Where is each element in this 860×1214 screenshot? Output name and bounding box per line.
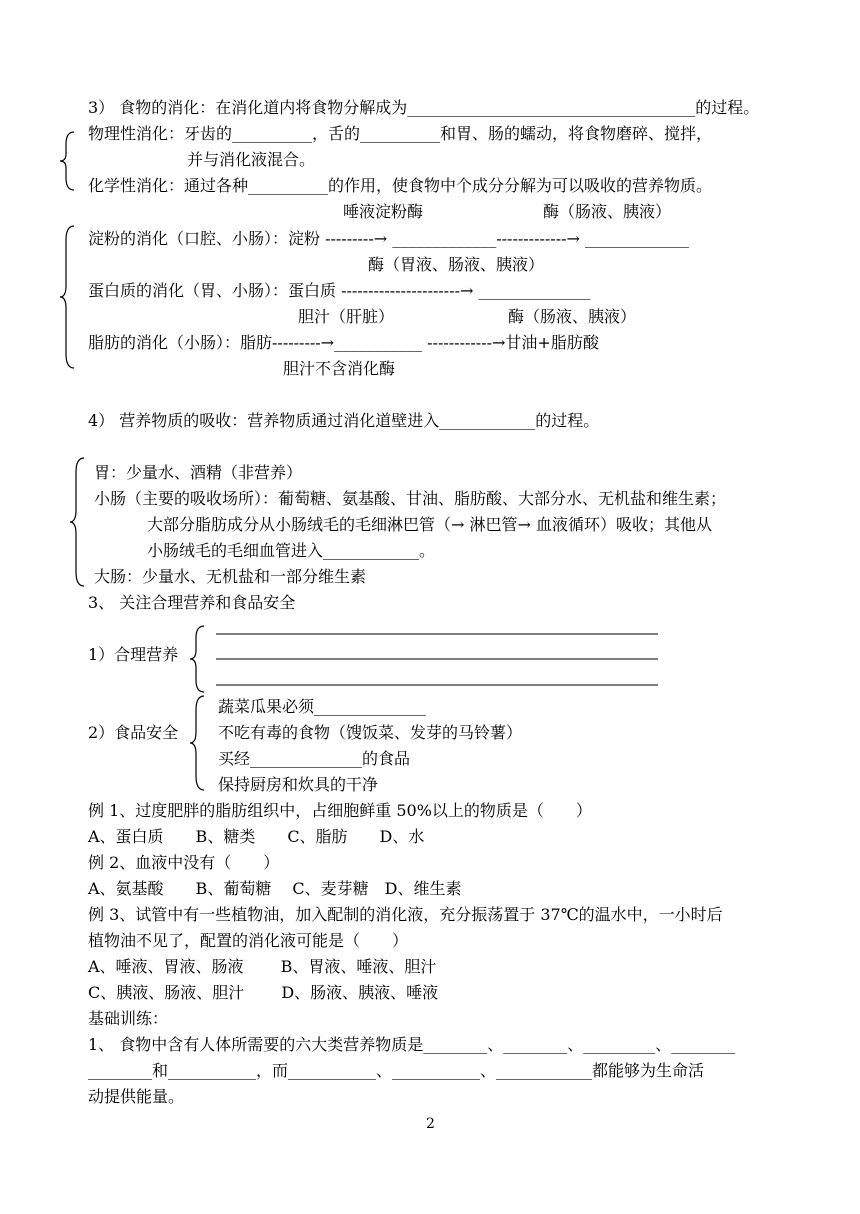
training-title: 基础训练： <box>88 1009 169 1028</box>
left-brace <box>58 224 78 370</box>
question-1-cont: 动提供能量。 <box>88 1087 185 1106</box>
small-intestine-absorption: 小肠（主要的吸收场所）：葡萄糖、氨基酸、甘油、脂肪酸、大部分水、无机盐和维生素； <box>94 489 727 508</box>
example-1: 例 1、过度肥胖的脂肪组织中，占细胞鲜重 50%以上的物质是（ ） <box>88 801 592 820</box>
digestion-title: 3） 食物的消化：在消化道内将食物分解成为____________________________________的过程。 <box>88 98 760 117</box>
absorption-title: 4） 营养物质的吸收：营养物质通过消化道壁进入____________的过程。 <box>88 411 600 430</box>
enzyme-label: 酶（肠液、胰液） <box>543 202 672 221</box>
small-intestine-absorption-cont: 小肠绒毛的毛细血管进入____________。 <box>147 541 436 560</box>
section-title: 3、 关注合理营养和食品安全 <box>88 593 296 612</box>
example-3-options: C、胰液、肠液、胆汁 D、肠液、胰液、唾液 <box>88 983 439 1002</box>
example-3-cont: 植物油不见了，配置的消化液可能是（ ） <box>88 931 409 950</box>
example-3-options: A、唾液、胃液、肠液 B、胃液、唾液、胆汁 <box>88 957 437 976</box>
answer-lines <box>214 624 664 694</box>
protein-digestion: 蛋白质的消化（胃、小肠）：蛋白质 ----------------------→ ______________ <box>88 281 591 300</box>
enzyme-label: 胆汁（肝脏） <box>298 307 395 326</box>
chemical-digestion: 化学性消化：通过各种__________的作用，使食物中个成分分解为可以吸收的营养物质。 <box>88 176 713 195</box>
fat-digestion: 脂肪的消化（小肠）：脂肪---------→___________ ------------→甘油+脂肪酸 <box>88 333 599 352</box>
bile-note: 胆汁不含消化酶 <box>283 359 396 378</box>
example-2: 例 2、血液中没有（ ） <box>88 853 280 872</box>
example-3: 例 3、试管中有一些植物油，加入配制的消化液，充分振荡置于 37℃的温水中，一小时后 <box>88 905 723 924</box>
example-1-options: A、蛋白质 B、糖类 C、脂肪 D、水 <box>88 827 425 846</box>
right-brace <box>188 694 208 792</box>
stomach-absorption: 胃：少量水、酒精（非营养） <box>94 463 303 482</box>
physical-digestion: 物理性消化：牙齿的__________，舌的__________和胃、肠的蠕动，将食物磨碎、搅拌， <box>88 124 713 143</box>
food-safety-label: 2）食品安全 <box>88 723 179 742</box>
starch-digestion: 淀粉的消化（口腔、小肠）：淀粉 ---------→ _____________-------------→ _____________ <box>88 229 690 248</box>
physical-digestion-cont: 并与消化液混合。 <box>187 150 316 169</box>
question-1: 1、 食物中含有人体所需要的六大类营养物质是________、________、_________、________ <box>88 1035 736 1054</box>
small-intestine-absorption-cont: 大部分脂肪成分从小肠绒毛的毛细淋巴管（→ 淋巴管→ 血液循环）吸收；其他从 <box>147 515 712 534</box>
safety-item: 蔬菜瓜果必须______________ <box>218 697 427 716</box>
question-1-cont: ________和___________，而___________、___________、____________都能够为生命活 <box>88 1061 705 1080</box>
safety-item: 不吃有毒的食物（馊饭菜、发芽的马铃薯） <box>218 723 523 742</box>
safety-item: 保持厨房和炊具的干净 <box>218 775 379 794</box>
left-brace <box>58 130 78 192</box>
nutrition-label: 1）合理营养 <box>88 645 179 664</box>
left-brace <box>68 456 88 588</box>
safety-item: 买经______________的食品 <box>218 749 411 768</box>
enzyme-label: 酶（肠液、胰液） <box>508 307 637 326</box>
enzyme-label: 酶（胃液、肠液、胰液） <box>368 255 545 274</box>
enzyme-label: 唾液淀粉酶 <box>343 202 424 221</box>
right-brace <box>188 624 208 694</box>
large-intestine-absorption: 大肠：少量水、无机盐和一部分维生素 <box>94 567 367 586</box>
page-number: 2 <box>426 1116 435 1132</box>
example-2-options: A、氨基酸 B、葡萄糖 C、麦芽糖 D、维生素 <box>88 879 462 898</box>
